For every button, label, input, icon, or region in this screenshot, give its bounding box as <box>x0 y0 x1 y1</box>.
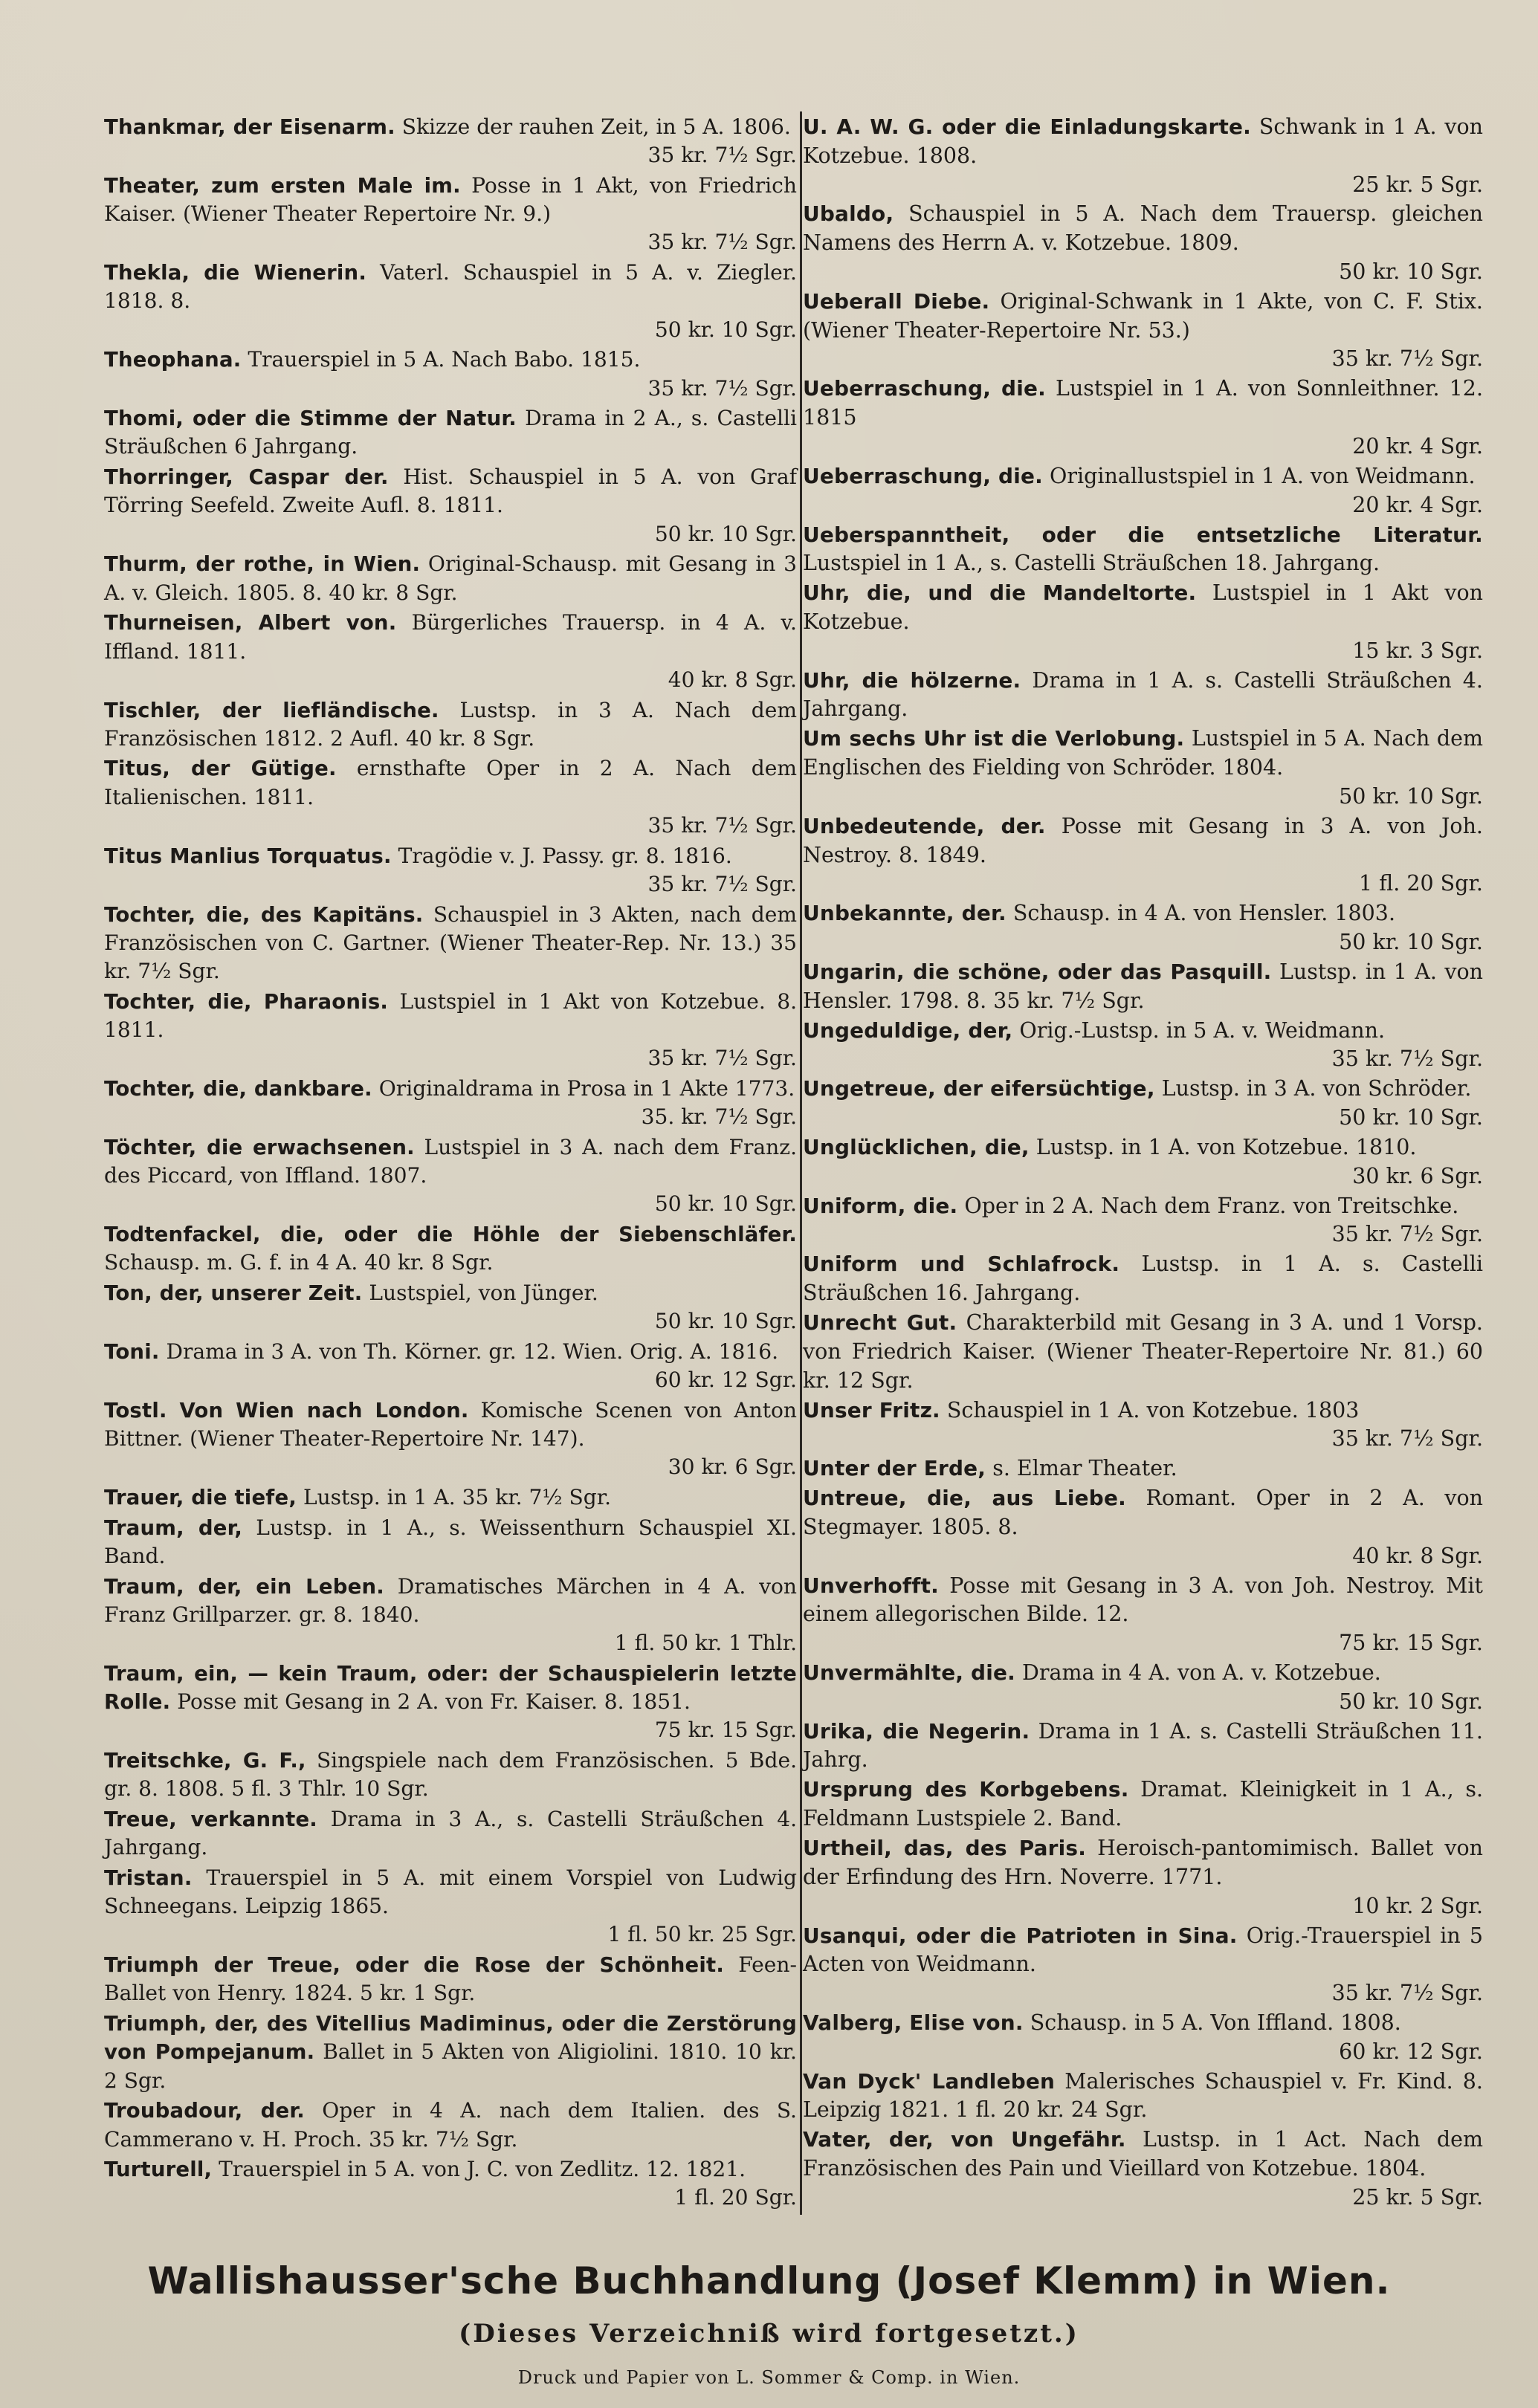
entry-title: Toni. <box>104 1339 160 1364</box>
entry-description: Dramat. Kleinigkeit in 1 A., s. Feldmann Lustspiele 2. Band. <box>803 1777 1484 1831</box>
entry-price: 50 kr. 10 Sgr. <box>654 317 797 342</box>
entry-price: 35 kr. 7½ Sgr. <box>1331 1222 1483 1247</box>
catalog-entry <box>104 259 797 344</box>
entry-description: Posse in 1 Akt, von Friedrich Kaiser. (Wiener Theater Repertoire Nr. 9.) <box>104 172 797 227</box>
entry-description: Schwank in 1 A. von Kotzebue. 1808. <box>803 114 1484 168</box>
column-divider <box>800 111 802 2215</box>
entry-title: Um sechs Uhr ist die Verlobung. <box>803 726 1185 751</box>
entry-title: Untreue, die, aus Liebe. <box>803 1486 1126 1511</box>
catalog-entry <box>803 2009 1483 2067</box>
catalog-entry <box>803 1718 1483 1776</box>
entry-description: Charakterbild mit Gesang in 3 A. und 1 Vorsp. von Friedrich Kaiser. (Wiener Theater-Repertoire Nr. 81.) 60 kr. 12 Sgr. <box>803 1310 1483 1393</box>
entry-title: Urika, die Negerin. <box>803 1718 1030 1744</box>
entry-title: Ueberspanntheit, oder die entsetzliche Literatur. <box>803 522 1483 547</box>
entry-title: Triumph, der, des Vitellius Madiminus, oder die Zerstörung von Pompejanum. <box>104 2012 797 2065</box>
entry-price: 35 kr. 7½ Sgr. <box>647 812 797 838</box>
catalog-entry <box>803 462 1483 520</box>
entry-title: Thankmar, der Eisenarm. <box>104 115 395 139</box>
entry-description: Dramatisches Märchen in 4 A. von Franz Grillparzer. gr. 8. 1840. <box>104 1573 797 1627</box>
entry-description: Orig.-Lustsp. in 5 A. v. Weidmann. <box>1019 1017 1386 1043</box>
entry-price: 1 fl. 50 kr. 25 Sgr. <box>607 1922 797 1947</box>
catalog-entry <box>803 375 1483 461</box>
entry-description: Oper in 4 A. nach dem Italien. des S. Cammerano v. H. Proch. 35 kr. 7½ Sgr. <box>104 2098 797 2152</box>
catalog-entry <box>104 463 797 548</box>
entry-description: Orig.-Trauerspiel in 5 Acten von Weidmann. <box>803 1923 1483 1977</box>
entry-description: Lustspiel in 3 A. nach dem Franz. des Piccard, von Iffland. 1807. <box>104 1134 798 1188</box>
catalog-entry <box>803 1396 1483 1454</box>
catalog-entry <box>104 1514 797 1570</box>
entry-price: 35 kr. 7½ Sgr. <box>647 230 797 255</box>
entry-title: Traum, ein, — kein Traum, oder: der Schauspielerin letzte Rolle. <box>104 1661 797 1715</box>
entry-title: Tostl. Von Wien nach London. <box>104 1398 469 1423</box>
catalog-entry <box>104 1075 797 1131</box>
entry-price: 10 kr. 2 Sgr. <box>1352 1893 1483 1918</box>
entry-price: 25 kr. 5 Sgr. <box>1352 172 1483 197</box>
entry-title: Van Dyck' Landleben <box>803 2068 1056 2094</box>
entry-description: Hist. Schauspiel in 5 A. von Graf Törring Seefeld. Zweite Aufl. 8. 1811. <box>104 465 797 518</box>
catalog-entry <box>803 958 1483 1016</box>
catalog-entry <box>104 2010 797 2095</box>
entry-description: Schauspiel in 3 Akten, nach dem Französischen von C. Gartner. (Wiener Theater-Rep. Nr. 13.) 35 kr. 7½ Sgr. <box>104 902 797 984</box>
entry-title: Tochter, die, des Kapitäns. <box>104 902 424 927</box>
entry-description: Tragödie v. J. Passy. gr. 8. 1816. <box>398 843 732 868</box>
entry-title: Thorringer, Caspar der. <box>104 465 389 490</box>
entry-description: Drama in 4 A. von A. v. Kotzebue. <box>1022 1660 1381 1686</box>
catalog-entry <box>803 1659 1483 1717</box>
entry-title: Turturell, <box>104 2158 213 2182</box>
entry-title: Ueberall Diebe. <box>803 288 990 314</box>
entry-price: 50 kr. 10 Sgr. <box>1339 259 1483 284</box>
catalog-entry <box>104 1133 797 1219</box>
entry-description: Lustsp. in 1 A. 35 kr. 7½ Sgr. <box>303 1485 612 1510</box>
entry-description: Trauerspiel in 5 A. von J. C. von Zedlitz. 12. 1821. <box>219 2157 746 2182</box>
entry-title: Ursprung des Korbgebens. <box>803 1777 1129 1802</box>
entry-price: 50 kr. 10 Sgr. <box>654 1309 797 1334</box>
entry-title: Tochter, die, dankbare. <box>104 1076 372 1101</box>
entry-title: Ungeduldige, der, <box>803 1017 1013 1043</box>
entry-title: Uniform, die. <box>803 1193 958 1218</box>
entry-title: Treitschke, G. F., <box>104 1749 306 1773</box>
entry-price: 50 kr. 10 Sgr. <box>1339 1105 1483 1130</box>
entry-description: Bürgerliches Trauersp. in 4 A. v. Iffland. 1811. <box>104 610 797 664</box>
entry-description: Heroisch-pantomimisch. Ballet von der Erfindung des Hrn. Noverre. 1771. <box>803 1836 1483 1889</box>
entry-description: Trauerspiel in 5 A. mit einem Vorspiel von Ludwig Schneegans. Leipzig 1865. <box>104 1865 797 1919</box>
entry-price: 50 kr. 10 Sgr. <box>1339 930 1483 954</box>
catalog-entry <box>104 404 797 461</box>
entry-price: 35 kr. 7½ Sgr. <box>647 143 797 168</box>
entry-title: Traum, der, ein Leben. <box>104 1574 384 1599</box>
entry-description: Drama in 3 A. von Th. Körner. gr. 12. Wien. Orig. A. 1816. <box>166 1339 779 1364</box>
entry-description: Schauspiel in 1 A. von Kotzebue. 1803 <box>946 1397 1360 1423</box>
entry-description: Schausp. m. G. f. in 4 A. 40 kr. 8 Sgr. <box>104 1250 494 1275</box>
entry-price: 60 kr. 12 Sgr. <box>1339 2039 1483 2064</box>
entry-price: 35 kr. 7½ Sgr. <box>1331 1426 1483 1451</box>
entry-price: 50 kr. 10 Sgr. <box>654 521 797 546</box>
printer-line: Druck und Papier von L. Sommer & Comp. in Wien. <box>517 2367 1021 2388</box>
entry-description: Schausp. in 4 A. von Hensler. 1803. <box>1012 901 1395 926</box>
entry-price: 35 kr. 7½ Sgr. <box>647 375 797 401</box>
entry-description: Lustspiel in 1 A. von Sonnleithner. 12. 1815 <box>803 376 1484 430</box>
catalog-entry <box>104 1483 797 1512</box>
publisher-line: Wallishausser'sche Buchhandlung (Josef Klemm) in Wien. <box>147 2259 1391 2302</box>
catalog-entry <box>803 2068 1483 2126</box>
entry-description: Komische Scenen von Anton Bittner. (Wiener Theater-Repertoire Nr. 147). <box>104 1397 797 1451</box>
catalog-entry <box>104 1279 797 1336</box>
entry-title: Ton, der, unserer Zeit. <box>104 1281 363 1305</box>
entry-description: Schausp. in 5 A. Von Iffland. 1808. <box>1030 2010 1401 2035</box>
entry-title: Ueberraschung, die. <box>803 463 1043 488</box>
entry-title: Unglücklichen, die, <box>803 1134 1030 1159</box>
entry-title: Unrecht Gut. <box>803 1310 957 1336</box>
entry-price: 35 kr. 7½ Sgr. <box>647 1046 797 1071</box>
entry-title: Traum, der, <box>104 1515 243 1540</box>
entry-description: Lustspiel, von Jünger. <box>369 1281 598 1305</box>
catalog-entry <box>104 172 797 257</box>
entry-title: Tischler, der liefländische. <box>104 698 439 722</box>
entry-price: 1 fl. 20 Sgr. <box>1359 871 1483 896</box>
entry-title: Thurm, der rothe, in Wien. <box>104 552 421 577</box>
entry-title: Vater, der, von Ungefähr. <box>803 2127 1126 2152</box>
entry-title: Ubaldo, <box>803 201 894 227</box>
catalog-entry <box>104 346 797 402</box>
entry-description: Lustspiel in 1 Akt von Kotzebue. <box>803 580 1483 634</box>
entry-description: Drama in 1 A. s. Castelli Sträußchen 4. Jahrgang. <box>803 667 1483 722</box>
entry-description: Trauerspiel in 5 A. Nach Babo. 1815. <box>248 347 641 372</box>
catalog-entry <box>803 1250 1483 1308</box>
entry-title: Theophana. <box>104 348 242 372</box>
entry-description: Romant. Oper in 2 A. von Stegmayer. 1805. 8. <box>803 1486 1483 1539</box>
entry-description: Lustspiel in 1 Akt von Kotzebue. 8. 1811. <box>104 988 797 1042</box>
entry-description: Lustsp. in 1 A. s. Castelli Sträußchen 16. Jahrgang. <box>803 1252 1484 1306</box>
entry-description: Singspiele nach dem Französischen. 5 Bde. gr. 8. 1808. 5 fl. 3 Thlr. 10 Sgr. <box>104 1748 797 1802</box>
catalog-entry <box>104 842 797 899</box>
entry-title: Todtenfackel, die, oder die Höhle der Siebenschläfer. <box>104 1223 797 1247</box>
entry-title: Titus Manlius Torquatus. <box>104 844 392 868</box>
entry-description: Original-Schwank in 1 Akte, von C. F. Stix. (Wiener Theater-Repertoire Nr. 53.) <box>803 288 1483 343</box>
catalog-entry <box>104 2155 797 2212</box>
entry-description: Lustsp. in 1 A., s. Weissenthurn Schauspiel XI. Band. <box>104 1515 797 1569</box>
catalog-entry <box>803 1075 1483 1133</box>
catalog-entry <box>104 901 797 986</box>
entry-price: 35 kr. 7½ Sgr. <box>1331 1046 1483 1072</box>
catalog-entry <box>104 2097 797 2153</box>
entry-title: Ueberraschung, die. <box>803 376 1046 401</box>
entry-description: Oper in 2 A. Nach dem Franz. von Treitschke. <box>964 1193 1459 1218</box>
catalog-entry <box>803 1922 1483 2008</box>
entry-title: Ungetreue, der eifersüchtige, <box>803 1076 1155 1101</box>
entry-price: 35. kr. 7½ Sgr. <box>641 1104 797 1130</box>
entry-price: 60 kr. 12 Sgr. <box>654 1368 797 1393</box>
catalog-entry <box>803 1834 1483 1920</box>
entry-description: Malerisches Schauspiel v. Fr. Kind. 8. Leipzig 1821. 1 fl. 20 kr. 24 Sgr. <box>803 2068 1483 2123</box>
entry-title: Tochter, die, Pharaonis. <box>104 989 389 1014</box>
catalog-entry <box>104 1864 797 1949</box>
entry-title: Treue, verkannte. <box>104 1807 317 1832</box>
entry-description: Ballet in 5 Akten von Aligiolini. 1810. 10 kr. 2 Sgr. <box>104 2039 797 2093</box>
catalog-entry <box>803 667 1483 725</box>
entry-title: Unser Fritz. <box>803 1397 940 1423</box>
right-column <box>803 113 1483 2213</box>
catalog-entry <box>104 1573 797 1658</box>
entry-description: s. Elmar Theater. <box>992 1456 1177 1481</box>
catalog-entry <box>803 1776 1483 1833</box>
entry-description: Lustsp. in 1 A. von Hensler. 1798. 8. 35 kr. 7½ Sgr. <box>803 959 1483 1013</box>
catalog-entry <box>803 1017 1483 1075</box>
entry-title: Ungarin, die schöne, oder das Pasquill. <box>803 959 1272 984</box>
entry-description: Drama in 2 A., s. Castelli Sträußchen 6 Jahrgang. <box>104 406 797 459</box>
catalog-entry <box>803 579 1483 665</box>
entry-description: Drama in 1 A. s. Castelli Sträußchen 11. Jahrg. <box>803 1718 1483 1773</box>
entry-title: Thekla, die Wienerin. <box>104 261 366 285</box>
catalog-entry <box>104 1747 797 1803</box>
entry-price: 20 kr. 4 Sgr. <box>1352 433 1483 459</box>
entry-description: Posse mit Gesang in 3 A. von Joh. Nestroy. 8. 1849. <box>803 813 1483 867</box>
entry-price: 40 kr. 8 Sgr. <box>1352 1543 1483 1568</box>
catalog-entry <box>104 1220 797 1277</box>
catalog-entry <box>104 113 797 169</box>
entry-price: 75 kr. 15 Sgr. <box>1339 1631 1483 1656</box>
catalog-entry <box>803 2126 1483 2212</box>
catalog-entry <box>104 1396 797 1482</box>
entry-title: Thomi, oder die Stimme der Natur. <box>104 407 517 431</box>
catalog-entry <box>104 1951 797 2007</box>
entry-price: 40 kr. 8 Sgr. <box>668 667 797 692</box>
catalog-entry <box>104 1660 797 1745</box>
catalog-entry <box>803 1572 1483 1658</box>
entry-title: Uniform und Schlafrock. <box>803 1252 1120 1277</box>
entry-price: 50 kr. 10 Sgr. <box>1339 783 1483 809</box>
entry-title: Uhr, die, und die Mandeltorte. <box>803 580 1197 606</box>
catalog-entry <box>803 1133 1483 1191</box>
entry-price: 1 fl. 50 kr. 1 Thlr. <box>614 1631 797 1656</box>
catalog-entry <box>803 725 1483 811</box>
entry-title: Troubadour, der. <box>104 2099 305 2123</box>
entry-title: Tristan. <box>104 1866 193 1891</box>
entry-title: Thurneisen, Albert von. <box>104 611 397 635</box>
entry-description: Vaterl. Schauspiel in 5 A. v. Ziegler. 1818. 8. <box>104 260 797 314</box>
catalog-entry <box>104 609 797 694</box>
entry-description: ernsthafte Oper in 2 A. Nach dem Italienischen. 1811. <box>104 756 798 809</box>
entry-description: Posse mit Gesang in 3 A. von Joh. Nestroy. Mit einem allegorischen Bilde. 12. <box>803 1573 1483 1627</box>
entry-description: Posse mit Gesang in 2 A. von Fr. Kaiser. 8. 1851. <box>177 1689 691 1715</box>
entry-description: Originaldrama in Prosa in 1 Akte 1773. <box>378 1075 795 1101</box>
entry-title: Unbedeutende, der. <box>803 813 1046 838</box>
entry-description: Lustspiel in 1 A., s. Castelli Sträußchen 18. Jahrgang. <box>803 551 1380 576</box>
catalog-entry <box>803 288 1483 374</box>
entry-price: 50 kr. 10 Sgr. <box>654 1191 797 1217</box>
catalog-entry <box>803 113 1483 199</box>
entry-description: Feen-Ballet von Henry. 1824. 5 kr. 1 Sgr. <box>104 1952 798 2006</box>
catalog-entry <box>803 1484 1483 1570</box>
entry-price: 35 kr. 7½ Sgr. <box>647 871 797 896</box>
catalog-entry <box>104 1338 797 1394</box>
entry-description: Lustsp. in 1 Act. Nach dem Französischen des Pain und Vieillard von Kotzebue. 1804. <box>803 2127 1484 2181</box>
catalog-entry <box>803 1309 1483 1395</box>
entry-title: Unvermählte, die. <box>803 1660 1015 1686</box>
catalog-entry <box>104 696 797 753</box>
entry-title: Unbekannte, der. <box>803 901 1007 926</box>
entry-description: Original-Schausp. mit Gesang in 3 A. v. Gleich. 1805. 8. 40 kr. 8 Sgr. <box>104 551 798 605</box>
catalog-entry <box>803 200 1483 286</box>
catalog-entry <box>104 988 797 1073</box>
catalog-entry <box>803 812 1483 899</box>
entry-title: Titus, der Gütige. <box>104 757 337 781</box>
entry-price: 25 kr. 5 Sgr. <box>1352 2184 1483 2210</box>
entry-title: Triumph der Treue, oder die Rose der Schönheit. <box>104 1953 725 1978</box>
entry-title: U. A. W. G. oder die Einladungskarte. <box>803 114 1251 139</box>
entry-title: Unter der Erde, <box>803 1456 986 1481</box>
entry-description: Lustspiel in 5 A. Nach dem Englischen des Fielding von Schröder. 1804. <box>803 726 1483 780</box>
catalog-entry <box>104 754 797 840</box>
entry-title: Unverhofft. <box>803 1573 939 1598</box>
entry-price: 20 kr. 4 Sgr. <box>1352 492 1483 517</box>
entry-title: Uhr, die hölzerne. <box>803 667 1021 693</box>
entry-title: Usanqui, oder die Patrioten in Sina. <box>803 1923 1238 1948</box>
catalog-entry <box>104 550 797 606</box>
entry-price: 30 kr. 6 Sgr. <box>668 1454 797 1480</box>
entry-price: 1 fl. 20 Sgr. <box>674 2185 797 2210</box>
catalog-entry <box>803 1454 1483 1483</box>
catalog-entry <box>803 899 1483 957</box>
catalog-entry <box>104 1805 797 1862</box>
entry-price: 50 kr. 10 Sgr. <box>1339 1689 1483 1714</box>
entry-description: Schauspiel in 5 A. Nach dem Trauersp. gleichen Namens des Herrn A. v. Kotzebue. 1809. <box>803 201 1483 256</box>
entry-title: Valberg, Elise von. <box>803 2010 1024 2035</box>
entry-description: Lustsp. in 3 A. von Schröder. <box>1161 1076 1472 1101</box>
entry-title: Urtheil, das, des Paris. <box>803 1836 1087 1861</box>
entry-price: 15 kr. 3 Sgr. <box>1352 638 1483 663</box>
entry-description: Skizze der rauhen Zeit, in 5 A. 1806. <box>401 114 791 139</box>
catalog-entry <box>803 1192 1483 1250</box>
entry-title: Töchter, die erwachsenen. <box>104 1135 415 1159</box>
entry-title: Theater, zum ersten Male im. <box>104 173 461 198</box>
entry-description: Originallustspiel in 1 A. von Weidmann. <box>1050 463 1476 488</box>
entry-description: Lustsp. in 1 A. von Kotzebue. 1810. <box>1035 1134 1417 1159</box>
entry-price: 35 kr. 7½ Sgr. <box>1331 1981 1483 2006</box>
catalog-entry <box>803 521 1483 579</box>
entry-price: 30 kr. 6 Sgr. <box>1352 1163 1483 1188</box>
entry-description: Lustsp. in 3 A. Nach dem Französischen 1812. 2 Aufl. 40 kr. 8 Sgr. <box>104 697 797 751</box>
entry-description: Drama in 3 A., s. Castelli Sträußchen 4. Jahrgang. <box>104 1807 798 1860</box>
left-column <box>104 113 797 2213</box>
entry-title: Trauer, die tiefe, <box>104 1486 297 1510</box>
entry-price: 75 kr. 15 Sgr. <box>654 1718 797 1743</box>
continuation-note: (Dieses Verzeichniß wird fortgesetzt.) <box>459 2319 1079 2349</box>
entry-price: 35 kr. 7½ Sgr. <box>1331 346 1483 372</box>
